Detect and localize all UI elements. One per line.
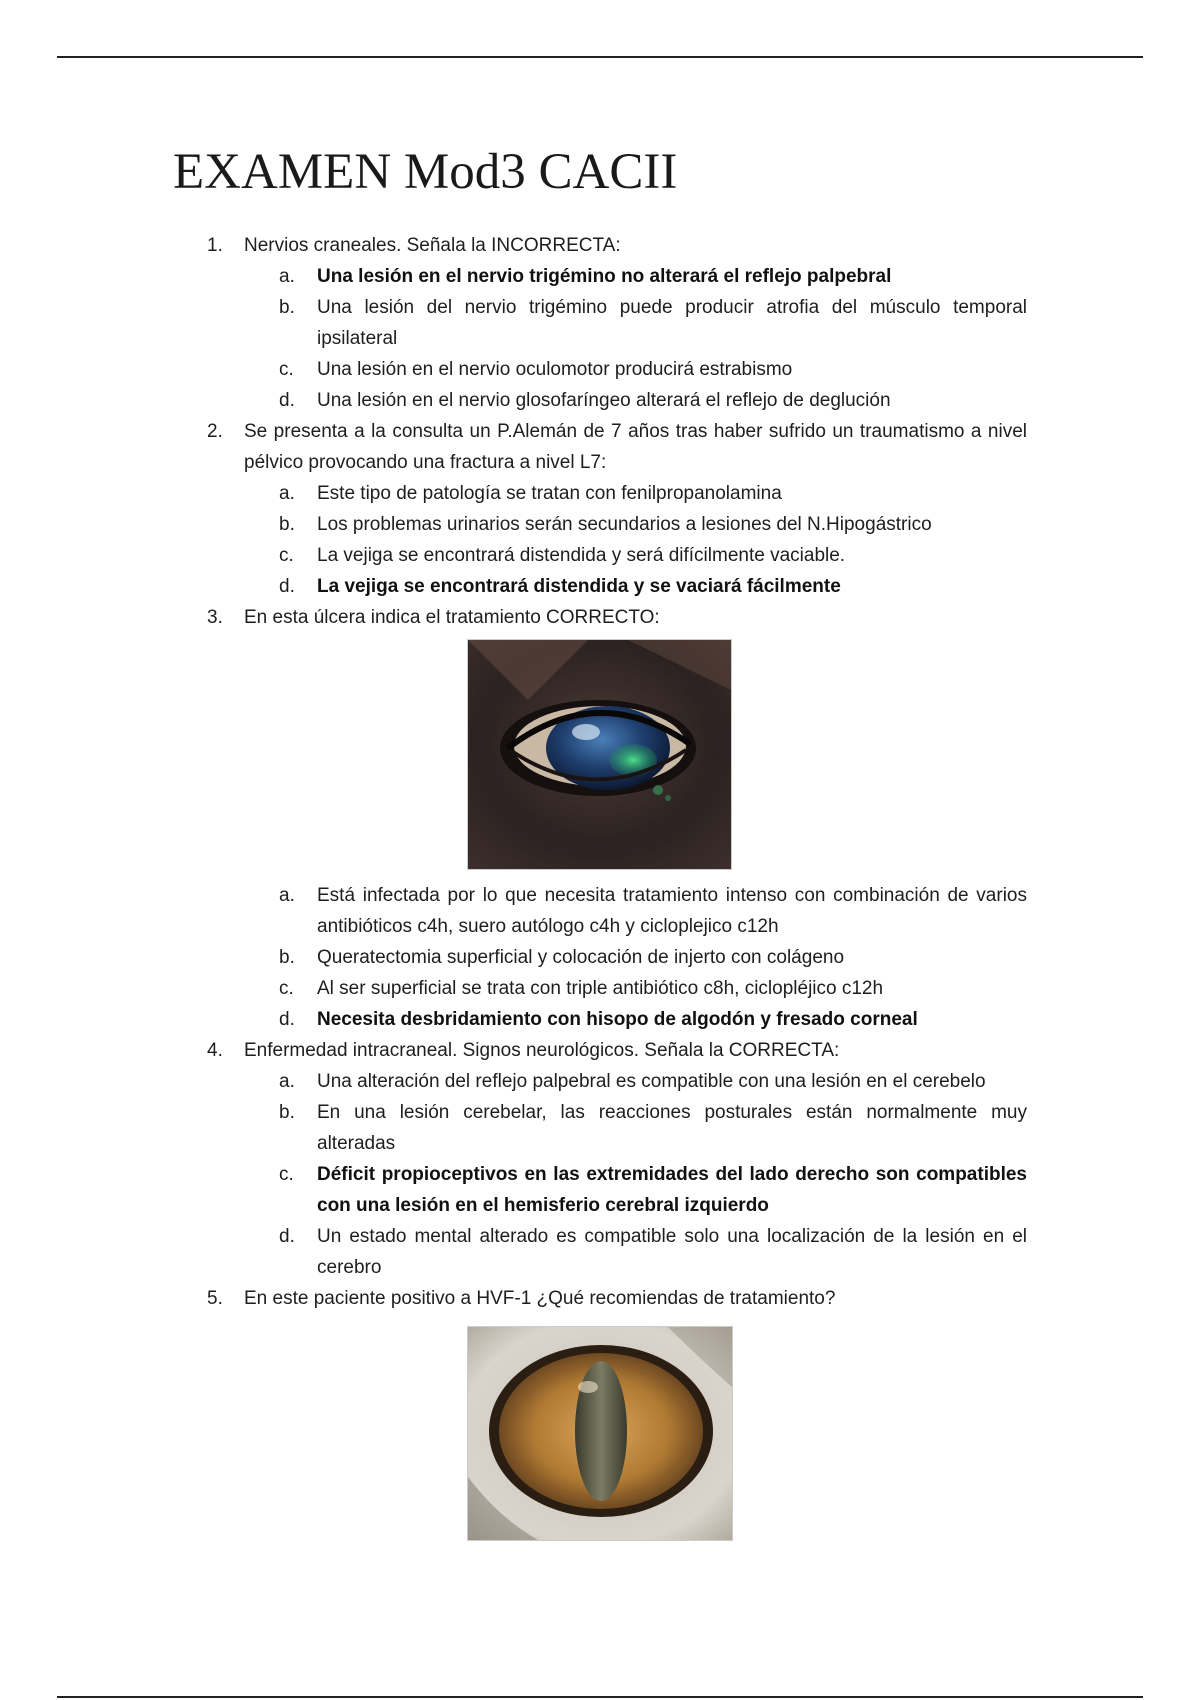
option-4d xyxy=(0,1221,1027,1283)
question-text: En este paciente positivo a HVF-1 ¿Qué recomiendas de tratamiento? xyxy=(244,1288,836,1309)
option-text: Un estado mental alterado es compatible solo una localización de la lesión en el cerebro xyxy=(317,1226,1027,1278)
option-text: Este tipo de patología se tratan con fenilpropanolamina xyxy=(317,483,782,504)
question-text: Enfermedad intracraneal. Signos neurológicos. Señala la CORRECTA: xyxy=(244,1040,840,1061)
exam-body xyxy=(0,230,1200,1546)
option-text: Déficit propioceptivos en las extremidades del lado derecho son compatibles con una lesión en el hemisferio cerebral izquierdo xyxy=(317,1164,1027,1216)
option-text: Necesita desbridamiento con hisopo de algodón y fresado corneal xyxy=(317,1009,918,1030)
option-1a xyxy=(0,261,1027,292)
option-text: Una lesión en el nervio glosofaríngeo alterará el reflejo de deglución xyxy=(317,390,891,411)
question-number: 1. xyxy=(207,235,223,256)
option-2a xyxy=(0,478,1027,509)
option-3b xyxy=(0,942,1027,973)
question-5 xyxy=(0,1283,1027,1314)
option-letter: b. xyxy=(279,297,295,318)
option-2c xyxy=(0,540,1027,571)
option-4a xyxy=(0,1066,1027,1097)
question-number: 4. xyxy=(207,1040,223,1061)
option-text: La vejiga se encontrará distendida y se vaciará fácilmente xyxy=(317,576,841,597)
question-text: En esta úlcera indica el tratamiento CORRECTO: xyxy=(244,607,660,628)
option-text: Una lesión en el nervio oculomotor producirá estrabismo xyxy=(317,359,793,380)
footer-rule xyxy=(57,1696,1143,1698)
option-2d xyxy=(0,571,1027,602)
option-text: Una lesión del nervio trigémino puede producir atrofia del músculo temporal ipsilateral xyxy=(317,297,1027,349)
option-letter: c. xyxy=(279,978,294,999)
question-2 xyxy=(0,416,1027,478)
option-letter: a. xyxy=(279,266,295,287)
option-text: Una alteración del reflejo palpebral es compatible con una lesión en el cerebelo xyxy=(317,1071,986,1092)
option-4c xyxy=(0,1159,1027,1221)
option-letter: b. xyxy=(279,514,295,535)
option-letter: a. xyxy=(279,483,295,504)
ulcer-eye-photo xyxy=(467,639,732,870)
option-letter: a. xyxy=(279,885,295,906)
option-letter: c. xyxy=(279,359,294,380)
option-1c xyxy=(0,354,1027,385)
option-letter: b. xyxy=(279,1102,295,1123)
figure-ulcer-eye xyxy=(0,633,1200,880)
option-text: En una lesión cerebelar, las reacciones posturales están normalmente muy alteradas xyxy=(317,1102,1027,1154)
option-letter: d. xyxy=(279,390,295,411)
option-text: Queratectomia superficial y colocación de injerto con colágeno xyxy=(317,947,845,968)
option-3d xyxy=(0,1004,1027,1035)
option-letter: d. xyxy=(279,576,295,597)
question-number: 5. xyxy=(207,1288,223,1309)
figure-feline-eye xyxy=(0,1314,1200,1546)
option-4b xyxy=(0,1097,1027,1159)
option-letter: d. xyxy=(279,1226,295,1247)
option-letter: d. xyxy=(279,1009,295,1030)
option-text: La vejiga se encontrará distendida y será difícilmente vaciable. xyxy=(317,545,846,566)
option-3c xyxy=(0,973,1027,1004)
header-rule xyxy=(57,56,1143,58)
option-1d xyxy=(0,385,1027,416)
option-text: Una lesión en el nervio trigémino no alterará el reflejo palpebral xyxy=(317,266,892,287)
option-text: Los problemas urinarios serán secundarios a lesiones del N.Hipogástrico xyxy=(317,514,932,535)
option-letter: a. xyxy=(279,1071,295,1092)
question-number: 3. xyxy=(207,607,223,628)
option-letter: c. xyxy=(279,545,294,566)
option-letter: b. xyxy=(279,947,295,968)
option-text: Está infectada por lo que necesita tratamiento intenso con combinación de varios antibióticos c4h, suero autólogo c4h y cicloplejico c12h xyxy=(317,885,1027,937)
option-text: Al ser superficial se trata con triple antibiótico c8h, ciclopléjico c12h xyxy=(317,978,884,999)
option-1b xyxy=(0,292,1027,354)
question-number: 2. xyxy=(207,421,223,442)
question-3 xyxy=(0,602,1027,633)
option-letter: c. xyxy=(279,1164,294,1185)
question-text: Nervios craneales. Señala la INCORRECTA: xyxy=(244,235,621,256)
feline-eye-photo xyxy=(467,1326,733,1541)
option-3a xyxy=(0,880,1027,942)
page-title: EXAMEN Mod3 CACII xyxy=(173,144,678,200)
question-4 xyxy=(0,1035,1027,1066)
option-2b xyxy=(0,509,1027,540)
question-text: Se presenta a la consulta un P.Alemán de 7 años tras haber sufrido un traumatismo a nivel pélvico provocando una fractura a nivel L7: xyxy=(244,421,1027,473)
question-1 xyxy=(0,230,1027,261)
